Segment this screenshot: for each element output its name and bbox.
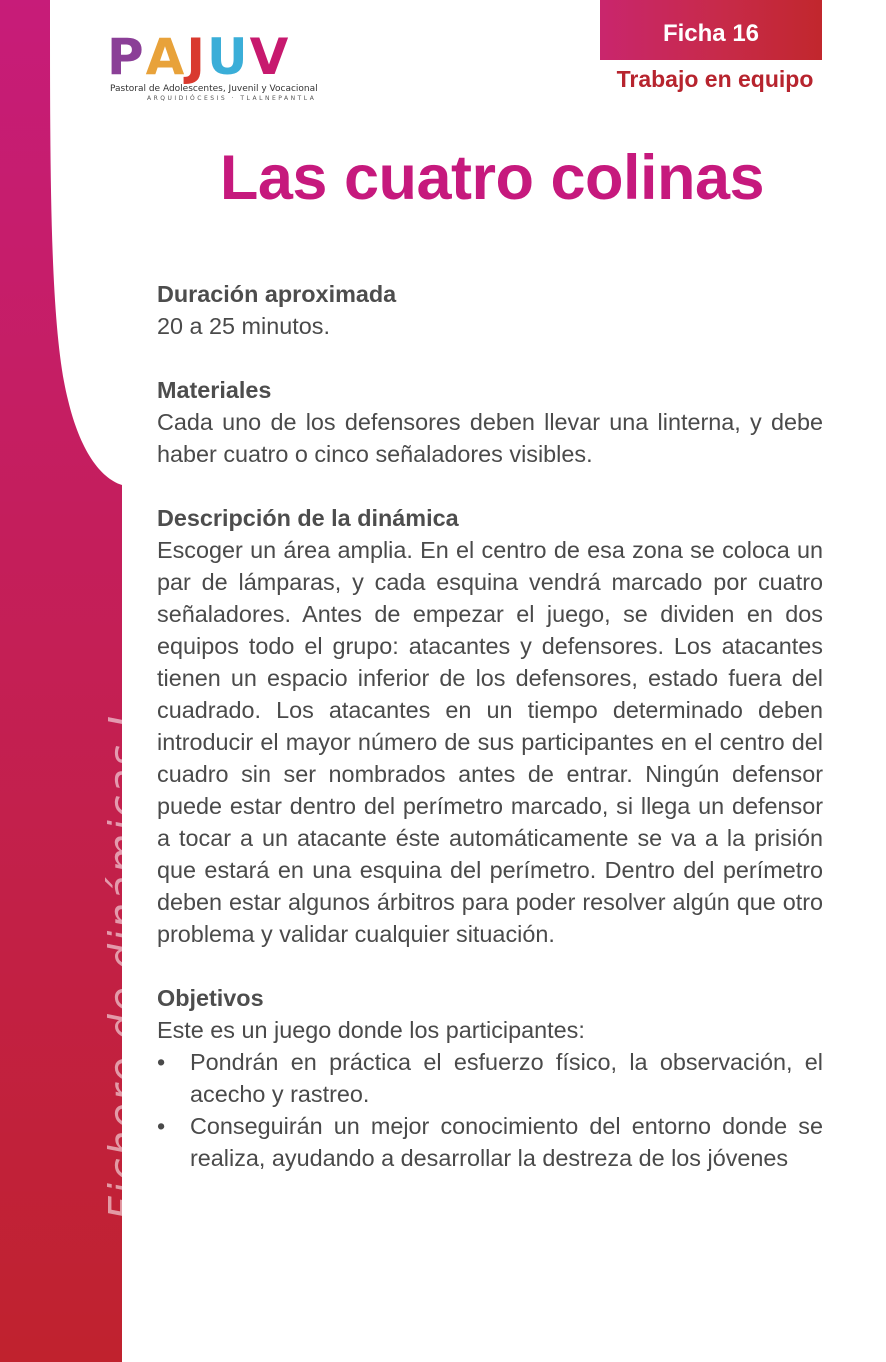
section-heading: Duración aproximada xyxy=(157,281,397,307)
section-text: Escoger un área amplia. En el centro de esa zona se coloca un par de lámparas, y cada esquina vendrá marcado por cuatro señaladores. Antes de empezar el juego, se dividen en dos equipos todo el grupo: atacantes y defensores. Los atacantes tienen un espacio inferior de los defensores, estado fuera del cuadrado. Los atacantes en un tiempo determinado deben introducir el mayor número de sus participantes en el centro del cuadro sin ser nombrados antes de entrar. Ningún defensor puede estar dentro del perímetro marcado, si llega un defensor a tocar a un atacante éste automáticamente se va a la prisión que estará en una esquina del perímetro. Dentro del perímetro deben estar algunos árbitros para poder resolver algún que otro problema y validar cualquier situación. xyxy=(157,537,823,947)
ficha-number-tab: Ficha 16 xyxy=(600,0,822,60)
list-item xyxy=(157,1110,823,1174)
section-duracion xyxy=(157,278,823,342)
section-heading: Descripción de la dinámica xyxy=(157,505,459,531)
objectives-list xyxy=(157,1046,823,1174)
pajuv-logo xyxy=(107,30,317,102)
section-objetivos xyxy=(157,982,823,1174)
section-heading: Materiales xyxy=(157,377,272,403)
logo-letter-u: U xyxy=(206,28,248,86)
page-title: Las cuatro colinas xyxy=(219,143,765,213)
logo-letters xyxy=(107,28,290,86)
logo-letter-j: J xyxy=(186,28,205,86)
section-heading: Objetivos xyxy=(157,985,264,1011)
section-descripcion xyxy=(157,502,823,950)
bullet-icon: • xyxy=(157,1113,166,1139)
list-item-text: Conseguirán un mejor conocimiento del entorno donde se realiza, ayudando a desarrollar la destreza de los jóvenes xyxy=(190,1113,823,1171)
logo-letter-a: A xyxy=(145,28,185,86)
list-item xyxy=(157,1046,823,1110)
ficha-category: Trabajo en equipo xyxy=(616,66,814,92)
card-content xyxy=(157,278,823,1206)
section-intro: Este es un juego donde los participantes: xyxy=(157,1017,585,1043)
bullet-icon: • xyxy=(157,1049,166,1075)
vertical-series-title: Fichero de dinámicas I xyxy=(100,714,148,1220)
logo-letter-v: V xyxy=(249,28,289,86)
section-materiales xyxy=(157,374,823,470)
list-item-text: Pondrán en práctica el esfuerzo físico, la observación, el acecho y rastreo. xyxy=(190,1049,823,1107)
logo-subtitle-archdiocese: ARQUIDIÓCESIS · TLALNEPANTLA xyxy=(147,95,317,102)
section-text: Cada uno de los defensores deben llevar una linterna, y debe haber cuatro o cinco señaladores visibles. xyxy=(157,409,823,467)
logo-letter-p: P xyxy=(107,28,144,86)
logo-subtitle: Pastoral de Adolescentes, Juvenil y Vocacional xyxy=(110,84,318,94)
section-text: 20 a 25 minutos. xyxy=(157,313,330,339)
